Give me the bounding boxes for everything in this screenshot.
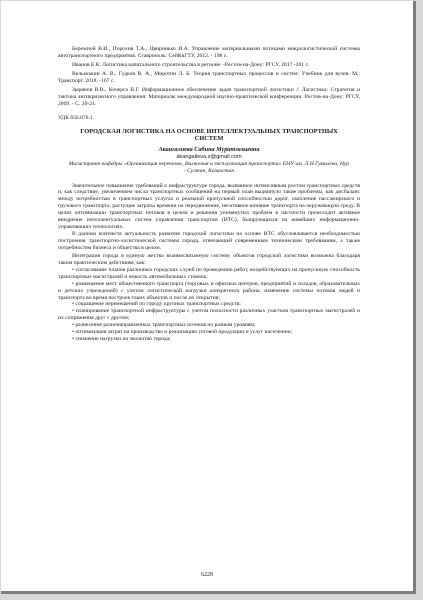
author-email[interactable]: akangalieva.s@gmail.com — [176, 153, 242, 160]
bullet-item: • разнесение разнонаправленных транспортных потоков по разным уровням; — [72, 322, 256, 329]
article-body — [58, 183, 360, 343]
author-name: Акангалиева Сабина Муратгазыевна — [158, 145, 260, 153]
bullet-item: • согласование планов различных городских служб по проведению работ, воздействующих на пропускную способность транспортных магистралей и емкость автомобильных стоянок; — [58, 266, 360, 280]
body-paragraph: Интеграция города в единую жестко взаимосвязанную систему объектов городской логистики возможна благодаря таким практическим действиям, как: — [58, 252, 360, 266]
reference-list — [58, 46, 360, 108]
body-paragraph: В данном контексте актуальность развития городской логистики на основе ИТС обусловливается необходимостью построения транспортно-логистической системы города, отвечающей современным техническим требованиям, а также потребностям бизнеса и общества в целом. — [58, 231, 360, 252]
reference-item: Зырянов В.В., Кочерга В.Г. Информационное обеспечение задач транспортной логистики // Логистика: Стратегия и тактика антикризисного управления: Материалы международной научно-практической конференции. Ростов-на-Дону: РГСУ, 2009. - С. 20-21. — [58, 87, 360, 107]
document-page — [1, 1, 416, 594]
bullet-item: • оптимизация затрат на производство и реализацию готовой продукции и услуг населению; — [72, 329, 293, 336]
bullet-item: • сокращение перемещений по городу крупных транспортных средств; — [72, 301, 241, 308]
reference-item: Вельможин А. В., Гудков В. А., Миротин Л. Б. Теория транспортных процессов и систем: Учебник для вузов. М.: Транспорт, 2018. -167 с. — [58, 71, 360, 84]
article-title: ГОРОДСКАЯ ЛОГИСТИКА НА ОСНОВЕ ИНТЕЛЛЕКТУАЛЬНЫХ ТРАНСПОРТНЫХ СИСТЕМ — [80, 127, 338, 143]
author-affiliation: Магистрант кафедры «Организация перевозок, движения и эксплуатация транспорта» ЕНУ им. Л.Н.Гумилева, Нур - Султан, Казахстан — [68, 160, 350, 174]
bullet-item: • снижение нагрузки на экологию города; — [72, 335, 171, 342]
bullet-item: • планирование транспортной инфраструктуры с учетом полосности различных участков транспортных магистралей и их сопряжения друг с другом; — [58, 308, 360, 322]
body-paragraph: Значительное повышение требований к инфраструктуре города, вызванное интенсивным ростом транспортных средств и, как следствие, увеличением числа транспортных сообщений на первый план выдвинуло такие проблемы, как дисбаланс между потребностью в транспортных услугах и реальной пропускной способностью дорог, скопление пассажирского и грузового транспорта, растущие затраты времени на передвижение, негативное влияние транспорта на окружающую среду. В целях оптимизации транспортных потоков в целом и решения упомянутых проблем в частности происходит активное внедрение интеллектуальных систем управления транспортом (ИТС), базирующихся на новейших информационно-управляющих технологиях. — [58, 182, 360, 230]
page-number: 6228 — [201, 572, 213, 578]
bullet-item: • размещение мест общественного транспорта (торговых и офисных центров, предприятий и складов, образовательных и детских учреждений) с учетом логистической нагрузки конкретного района, изменение системы потоков людей и транспорта во время построек таких объектов и после их открытия; — [58, 280, 360, 301]
reference-item: Иванов Е.К. Логистика капитального строительства в регионе. -Ростов-на-Дону: РГСУ, 2017.-201 с. — [72, 62, 310, 68]
udk-code: УДК 656.078.1 — [58, 114, 93, 121]
reference-item: Бережной В.И., Порохня Т.А., Цвиринько И.А. Управление материальными потоками микрологистической системы автотранспортного предприятия. Ставрополь: СейКвГТУ, 2012. - 198 с. — [58, 46, 360, 59]
page-content — [58, 46, 360, 343]
